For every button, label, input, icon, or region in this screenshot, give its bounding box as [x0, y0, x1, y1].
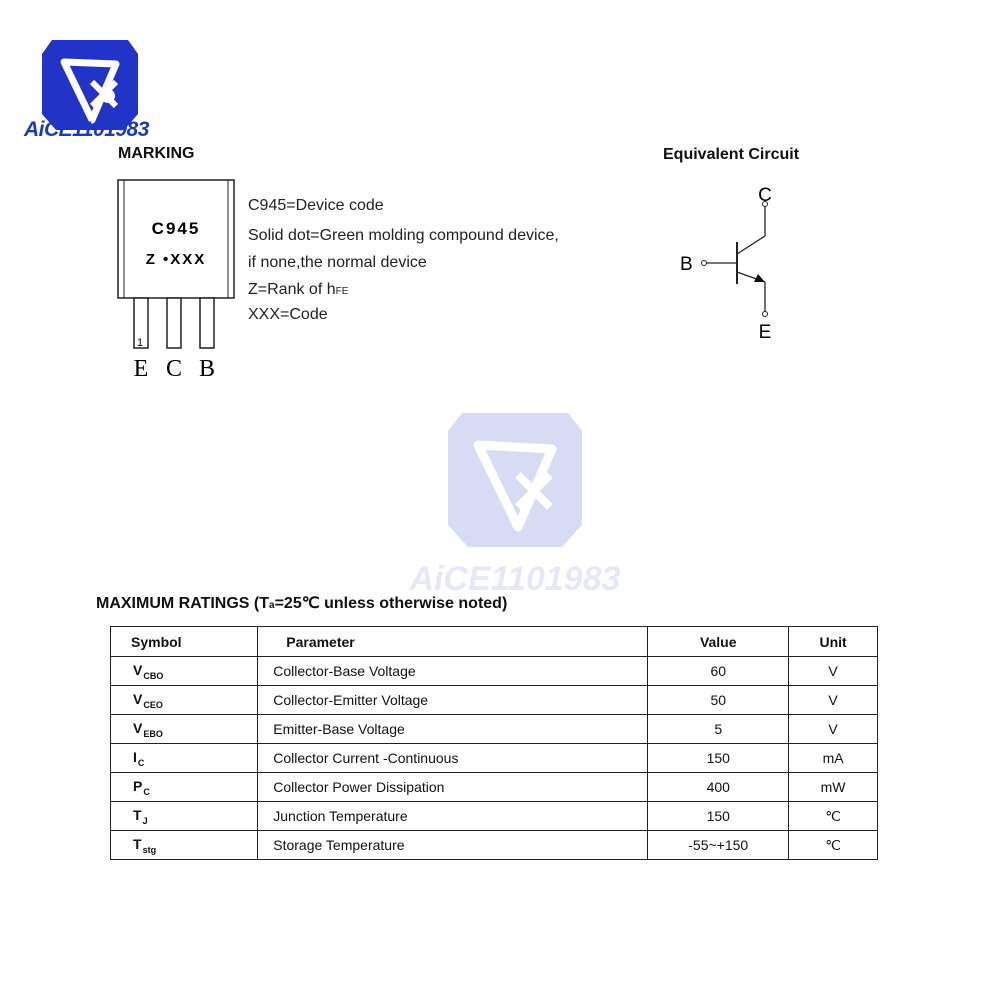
circuit-heading: Equivalent Circuit [663, 146, 800, 163]
pin-label-e: E [133, 356, 149, 382]
unit-cell: V [789, 686, 878, 715]
parameter-cell: Collector Power Dissipation [258, 773, 648, 802]
marking-line-device-code: C945=Device code [248, 197, 384, 214]
symbol-cell: $T_{stg}$ [111, 831, 258, 860]
value-cell: 50 [648, 686, 789, 715]
header-parameter: Parameter [258, 627, 648, 657]
unit-cell: mW [789, 773, 878, 802]
symbol-cell: $V_{EBO}$ [111, 715, 258, 744]
equivalent-circuit [670, 178, 790, 348]
chip-marking-line1: C945 [151, 219, 201, 238]
header-value: Value [648, 627, 789, 657]
table-header-row [111, 627, 878, 657]
parameter-cell: Junction Temperature [258, 802, 648, 831]
table-row [111, 686, 878, 715]
circuit-label-b: B [680, 254, 693, 275]
pin-c-lead [167, 298, 181, 348]
pin-b-lead [200, 298, 214, 348]
ratings-title-pre: MAXIMUM RATINGS (T [96, 595, 270, 612]
table-row [111, 773, 878, 802]
parameter-cell: Storage Temperature [258, 831, 648, 860]
brand-logo-text [24, 118, 149, 142]
package-drawing [110, 178, 240, 388]
value-cell: 400 [648, 773, 789, 802]
ratings-title [96, 593, 507, 613]
symbol-cell: $I_C$ [111, 744, 258, 773]
table-row [111, 715, 878, 744]
pin-label-c: C [165, 356, 183, 382]
header-symbol: Symbol [111, 627, 258, 657]
table-row [111, 744, 878, 773]
pin-label-b: B [198, 356, 216, 382]
unit-cell: V [789, 715, 878, 744]
value-cell: 150 [648, 744, 789, 773]
ratings-table [110, 626, 878, 860]
unit-cell: ℃ [789, 831, 878, 860]
unit-cell: mA [789, 744, 878, 773]
parameter-cell: Collector-Emitter Voltage [258, 686, 648, 715]
logo-text: AiCE1101983 [24, 118, 149, 141]
value-cell: 150 [648, 802, 789, 831]
circuit-label-e: E [758, 322, 772, 343]
symbol-cell: $T_J$ [111, 802, 258, 831]
rank-text: Z=Rank of h [248, 281, 336, 298]
marking-heading: MARKING [118, 145, 195, 162]
watermark-text: AiCE1101983 [409, 560, 621, 598]
parameter-cell: Emitter-Base Voltage [258, 715, 648, 744]
ratings-title-sub: a [269, 600, 275, 611]
chip-marking-line2: Z •XXX [145, 251, 207, 268]
parameter-cell: Collector-Base Voltage [258, 657, 648, 686]
marking-line-solid-dot: Solid dot=Green molding compound device, [248, 227, 559, 244]
ratings-title-post: =25℃ unless otherwise noted) [274, 595, 508, 612]
hfe-subscript: FE [335, 286, 349, 297]
table-row [111, 657, 878, 686]
unit-cell: ℃ [789, 802, 878, 831]
table-row [111, 802, 878, 831]
marking-line-if-none: if none,the normal device [248, 254, 427, 271]
marking-line-code: XXX=Code [248, 306, 328, 323]
symbol-cell: $V_{CEO}$ [111, 686, 258, 715]
table-row [111, 831, 878, 860]
marking-line-rank [248, 281, 348, 299]
circuit-label-c: C [758, 185, 772, 206]
symbol-cell: $V_{CBO}$ [111, 657, 258, 686]
value-cell: 60 [648, 657, 789, 686]
symbol-cell: $P_C$ [111, 773, 258, 802]
header-unit: Unit [789, 627, 878, 657]
value-cell: 5 [648, 715, 789, 744]
value-cell: -55~+150 [648, 831, 789, 860]
watermark-logo [400, 405, 630, 605]
unit-cell: V [789, 657, 878, 686]
pin-number: 1 [137, 337, 144, 349]
parameter-cell: Collector Current -Continuous [258, 744, 648, 773]
